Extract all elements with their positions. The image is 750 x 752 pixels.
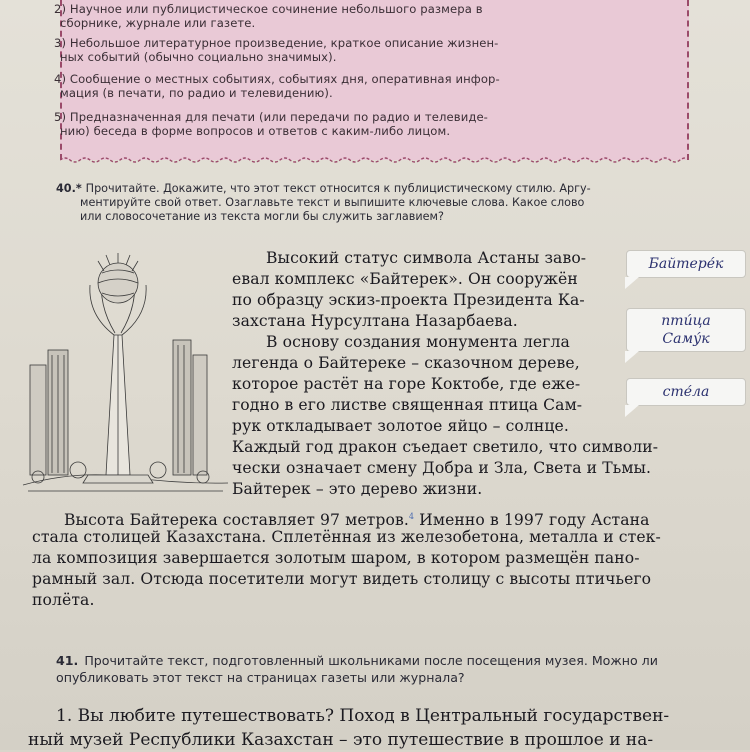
text-line: ла композиция завершается золотым шаром, в котором размещён пано-: [32, 549, 640, 567]
vocab-tag-baiterek: Байтере́к: [626, 250, 746, 278]
task-40-instructions: 40.* Прочитайте. Докажите, что этот текст относится к публицистическому стилю. Аргу- ментируйте свой ответ. Озаглавьте текст и выпишите ключевые слова. Какое слово или словосочетание из текста могли бы служить заглавием?: [56, 182, 591, 223]
text-line: Байтерек – это дерево жизни.: [232, 480, 483, 498]
text-line: годно в его листве священная птица Сам-: [232, 396, 583, 414]
text-line: Каждый год дракон съедает светило, что символи-: [232, 438, 659, 456]
text-line: рамный зал. Отсюда посетители могут видеть столицу с высоты птичьего: [32, 570, 652, 588]
text-line: Высота Байтерека составляет 97 метров.$^4$ Именно в 1997 году Астана: [64, 511, 650, 530]
text-line: захстана Нурсултана Назарбаева.: [232, 312, 518, 330]
text-41-line: 1. Вы любите путешествовать? Поход в Центральный государствен-: [56, 706, 670, 726]
baiterek-illustration: [18, 245, 233, 495]
text-line: рук откладывает золотое яйцо – солнце.: [232, 417, 569, 435]
footnote-mark: 4: [408, 512, 415, 521]
text-line: по образцу эскиз-проекта Президента Ка-: [232, 291, 585, 309]
text-line: Высокий статус символа Астаны заво-: [266, 249, 587, 267]
vocab-tag-samruk: пти́ца Саму́к: [626, 308, 746, 352]
definition-item-3: 3) Небольшое литературное произведение, краткое описание жизнен- ных событий (обычно социально значимых).: [54, 36, 499, 64]
text-line: которое растёт на горе Коктобе, где еже-: [232, 375, 581, 393]
wavy-border: [60, 156, 685, 164]
text-line: легенда о Байтереке – сказочном дереве,: [232, 354, 580, 372]
task-40-number: 40.*: [56, 182, 82, 195]
task-41-instructions: 41. Прочитайте текст, подготовленный школьниками после посещения музея. Можно ли опубликовать этот текст на страницах газеты или журнала?: [56, 653, 658, 685]
text-41-line: ный музей Республики Казахстан – это путешествие в прошлое и на-: [28, 730, 654, 750]
text-line: евал комплекс «Байтерек». Он сооружён: [232, 270, 578, 288]
text-line: В основу создания монумента легла: [266, 333, 570, 351]
vocab-tag-stela: сте́ла: [626, 378, 746, 406]
text-line: чески означает смену Добра и Зла, Света и Тьмы.: [232, 459, 652, 477]
definition-item-2: 2) Научное или публицистическое сочинение небольшого размера в сборнике, журнале или газете.: [54, 2, 483, 30]
text-line: полёта.: [32, 591, 95, 609]
definition-item-4: 4) Сообщение о местных событиях, событиях дня, оперативная инфор- мация (в печати, по радио и телевидению).: [54, 72, 500, 100]
task-41-number: 41.: [56, 653, 79, 668]
text-line: стала столицей Казахстана. Сплетённая из железобетона, металла и стек-: [32, 528, 661, 546]
definition-item-5: 5) Предназначенная для печати (или передачи по радио и телевиде- нию) беседа в форме вопросов и ответов с каким-либо лицом.: [54, 110, 488, 138]
